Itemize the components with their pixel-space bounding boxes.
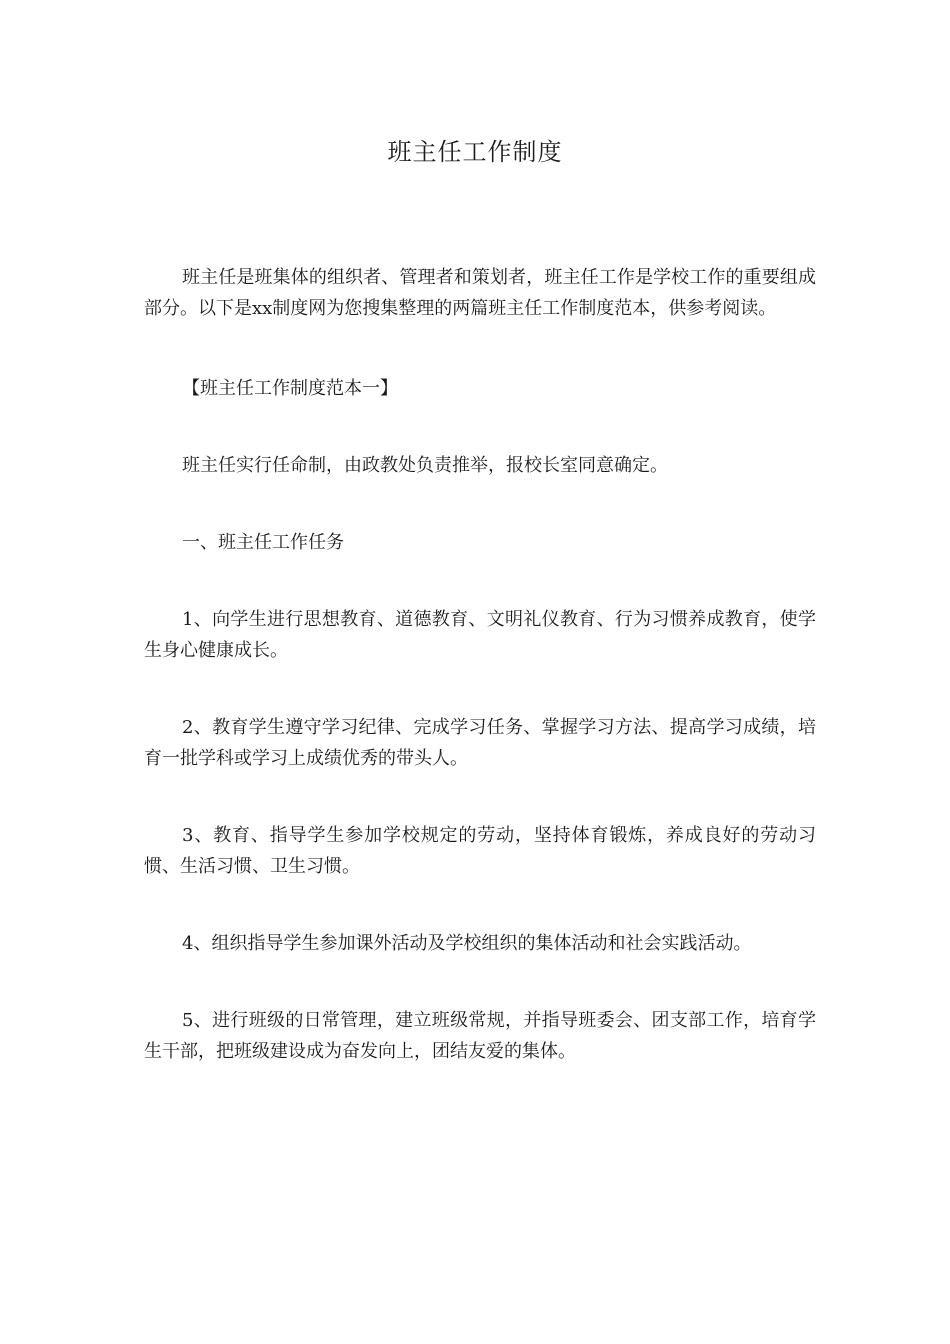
document-body (144, 262, 816, 1067)
list-item: 4、组织指导学生参加课外活动及学校组织的集体活动和社会实践活动。 (182, 933, 752, 954)
part-heading: 一、班主任工作任务 (182, 532, 344, 553)
list-item: 1、向学生进行思想教育、道德教育、文明礼仪教育、行为习惯养成教育，使学生身心健康成长。 (144, 609, 816, 661)
list-item: 3、教育、指导学生参加学校规定的劳动，坚持体育锻炼，养成良好的劳动习惯、生活习惯、卫生习惯。 (144, 825, 816, 877)
document-title: 班主任工作制度 (387, 138, 563, 166)
section-heading: 【班主任工作制度范本一】 (182, 378, 398, 399)
list-item: 2、教育学生遵守学习纪律、完成学习任务、掌握学习方法、提高学习成绩，培育一批学科或学习上成绩优秀的带头人。 (144, 717, 816, 769)
appointment-paragraph: 班主任实行任命制，由政教处负责推举，报校长室同意确定。 (182, 455, 668, 476)
list-item: 5、进行班级的日常管理，建立班级常规，并指导班委会、团支部工作，培育学生干部，把班级建设成为奋发向上，团结友爱的集体。 (144, 1010, 816, 1062)
intro-paragraph: 班主任是班集体的组织者、管理者和策划者，班主任工作是学校工作的重要组成部分。以下是xx制度网为您搜集整理的两篇班主任工作制度范本，供参考阅读。 (144, 267, 816, 319)
